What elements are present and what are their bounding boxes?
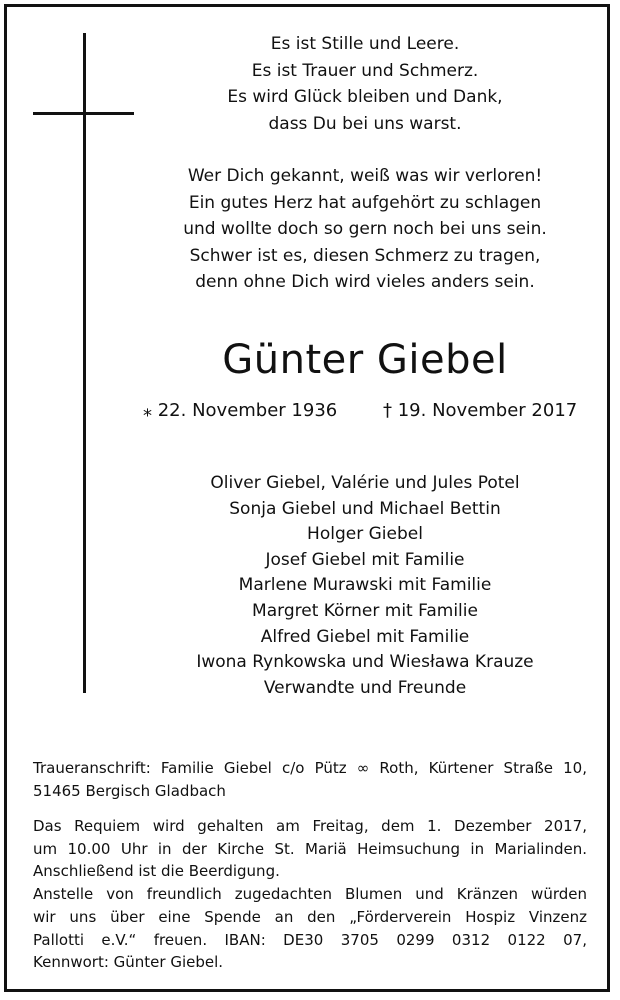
mourner-entry: Alfred Giebel mit Familie <box>260 626 470 647</box>
notice-line: Anstelle von freundlich zugedachten Blumen und Kränzen würden <box>33 885 587 904</box>
notice-line: Pallotti e.V.“ freuen. IBAN: DE30 3705 0299 0312 0122 07, <box>33 930 587 949</box>
notice-line: um 10.00 Uhr in der Kirche St. Mariä Heimsuchung in Marialinden. <box>33 839 587 858</box>
address-line: 51465 Bergisch Gladbach <box>33 781 226 800</box>
poem-line: und wollte doch so gern noch bei uns sein. <box>183 219 547 239</box>
mourner-entry: Marlene Murawski mit Familie <box>238 575 492 596</box>
mourner-entry: Margret Körner mit Familie <box>252 600 478 621</box>
birth-date: ⁎ 22. November 1936 <box>143 400 338 421</box>
death-date: † 19. November 2017 <box>383 400 578 421</box>
funeral-notice <box>33 815 587 974</box>
poem-line: dass Du bei uns warst. <box>268 113 462 134</box>
mourner-entry: Oliver Giebel, Valérie und Jules Potel <box>210 473 520 493</box>
poem-line: Wer Dich gekannt, weiß was wir verloren! <box>187 166 543 186</box>
cross-icon-vertical <box>83 33 86 693</box>
poem-stanza-1 <box>140 31 590 137</box>
poem-line: Schwer ist es, diesen Schmerz zu tragen, <box>189 245 541 266</box>
mourner-entry: Sonja Giebel und Michael Bettin <box>229 498 501 519</box>
poem-stanza-2 <box>140 163 590 296</box>
notice-line: Das Requiem wird gehalten am Freitag, dem 1. Dezember 2017, <box>33 817 587 835</box>
mourner-entry: Verwandte und Freunde <box>263 677 467 698</box>
mourner-entry: Holger Giebel <box>307 524 423 545</box>
address-line: Traueranschrift: Familie Giebel c/o Pütz ∞ Roth, Kürtener Straße 10, <box>33 759 587 777</box>
poem-line: Es ist Stille und Leere. <box>270 34 460 54</box>
poem-line: Es wird Glück bleiben und Dank, <box>227 87 503 107</box>
poem-line: denn ohne Dich wird vieles anders sein. <box>195 272 535 292</box>
cross-icon-horizontal <box>33 112 134 115</box>
notice-line: wir uns über eine Spende an den „Förderverein Hospiz Vinzenz <box>33 907 587 926</box>
mourner-entry: Iwona Rynkowska und Wiesława Krauze <box>196 652 534 673</box>
poem-line: Es ist Trauer und Schmerz. <box>251 60 479 81</box>
poem-line: Ein gutes Herz hat aufgehört zu schlagen <box>188 192 542 213</box>
mourning-address <box>33 757 587 802</box>
deceased-name: Günter Giebel <box>222 337 508 383</box>
notice-line: Kennwort: Günter Giebel. <box>33 953 224 972</box>
mourners-list <box>140 471 590 701</box>
mourner-entry: Josef Giebel mit Familie <box>265 549 465 570</box>
notice-line: Anschließend ist die Beerdigung. <box>33 862 280 881</box>
